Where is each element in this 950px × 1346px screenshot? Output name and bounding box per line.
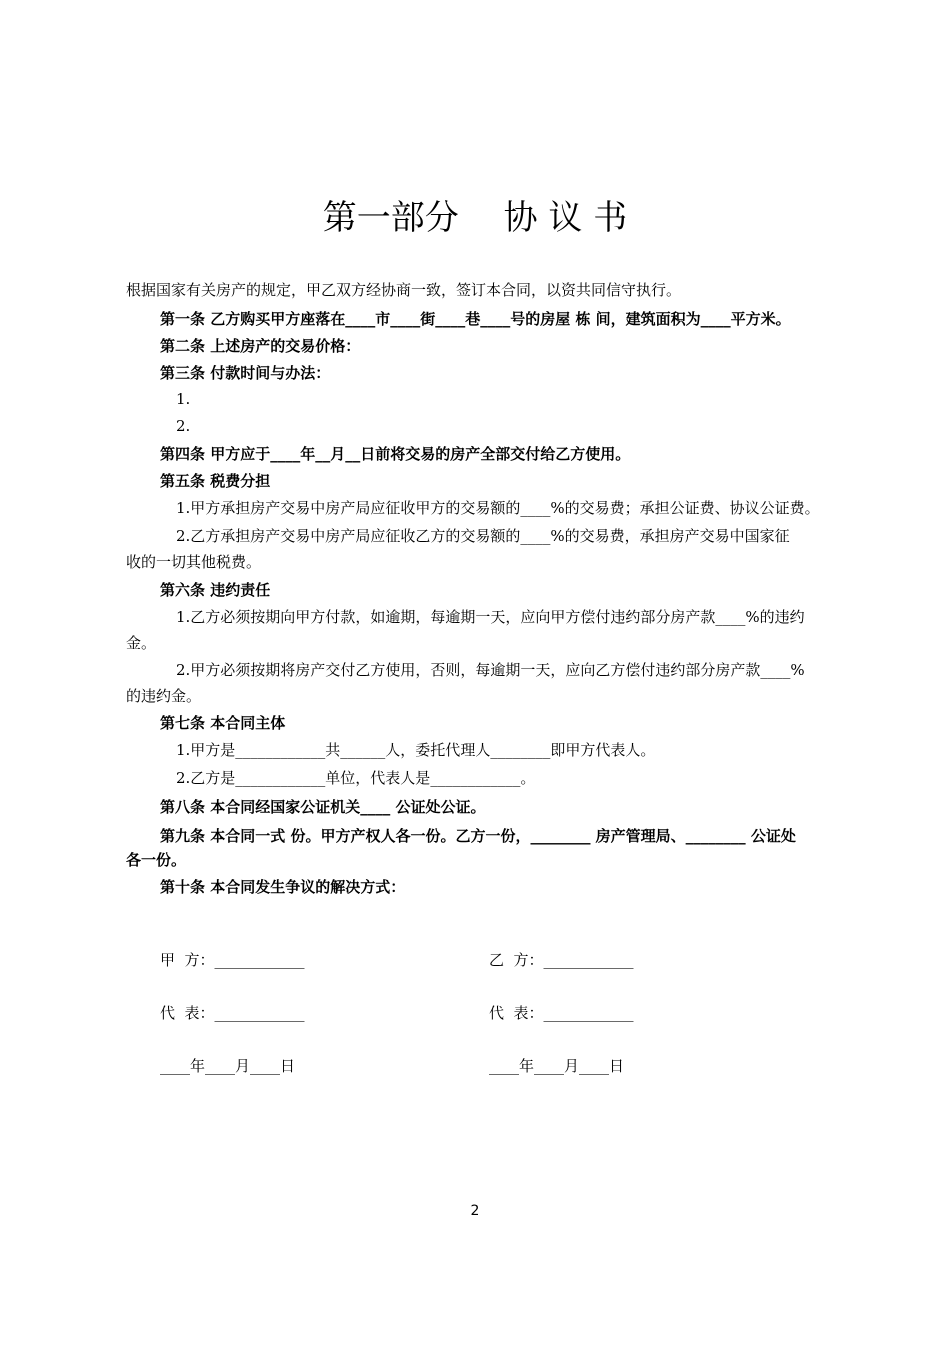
article-1: 第一条 乙方购买甲方座落在____市____街____巷____号的房屋 栋 间，建筑面积为____平方米。 — [160, 310, 791, 328]
article-7-item-1: 1.甲方是____________共______人，委托代理人________即甲方代表人。 — [176, 741, 656, 759]
article-5-item-1: 1.甲方承担房产交易中房产局应征收甲方的交易额的____%的交易费；承担公证费、协议公证费。 — [176, 499, 820, 517]
party-a-date: ____年____月____日 — [160, 1057, 296, 1075]
article-3-item-1: 1. — [176, 390, 191, 408]
article-6-item-2: 2.甲方必须按期将房产交付乙方使用，否则，每逾期一天，应向乙方偿付违约部分房产款____% — [176, 661, 805, 679]
article-2: 第二条 上述房产的交易价格： — [160, 337, 361, 355]
article-4: 第四条 甲方应于____年__月__日前将交易的房产全部交付给乙方使用。 — [160, 445, 631, 463]
party-b-date: ____年____月____日 — [489, 1057, 625, 1075]
article-7: 第七条 本合同主体 — [160, 714, 286, 732]
article-3: 第三条 付款时间与办法： — [160, 364, 331, 382]
article-6: 第六条 违约责任 — [160, 581, 271, 599]
article-6-item-1: 1.乙方必须按期向甲方付款，如逾期，每逾期一天，应向甲方偿付违约部分房产款____%的违约 — [176, 608, 805, 626]
article-6-item-2-cont: 的违约金。 — [126, 687, 202, 705]
party-a-representative: 代 表：____________ — [160, 1004, 305, 1022]
article-10: 第十条 本合同发生争议的解决方式： — [160, 878, 406, 896]
article-6-item-1-cont: 金。 — [126, 634, 157, 652]
article-8: 第八条 本合同经国家公证机关____ 公证处公证。 — [160, 798, 486, 816]
article-5-item-2: 2.乙方承担房产交易中房产局应征收乙方的交易额的____%的交易费，承担房产交易中国家征 — [176, 527, 790, 545]
article-5: 第五条 税费分担 — [160, 472, 271, 490]
article-7-item-2: 2.乙方是____________单位，代表人是____________。 — [176, 769, 536, 787]
party-a-signature: 甲 方：____________ — [160, 951, 305, 969]
party-b-representative: 代 表：____________ — [489, 1004, 634, 1022]
party-b-signature: 乙 方：____________ — [489, 951, 634, 969]
intro-paragraph: 根据国家有关房产的规定，甲乙双方经协商一致，签订本合同，以资共同信守执行。 — [126, 281, 682, 299]
article-3-item-2: 2. — [176, 417, 191, 435]
page-title: 第一部分 协 议 书 — [322, 198, 628, 238]
article-9-cont: 各一份。 — [126, 851, 187, 869]
article-9: 第九条 本合同一式 份。甲方产权人各一份。乙方一份，________ 房产管理局、________ 公证处 — [160, 827, 796, 845]
article-5-item-2-cont: 收的一切其他税费。 — [126, 553, 262, 571]
page-number: 2 — [470, 1203, 480, 1219]
